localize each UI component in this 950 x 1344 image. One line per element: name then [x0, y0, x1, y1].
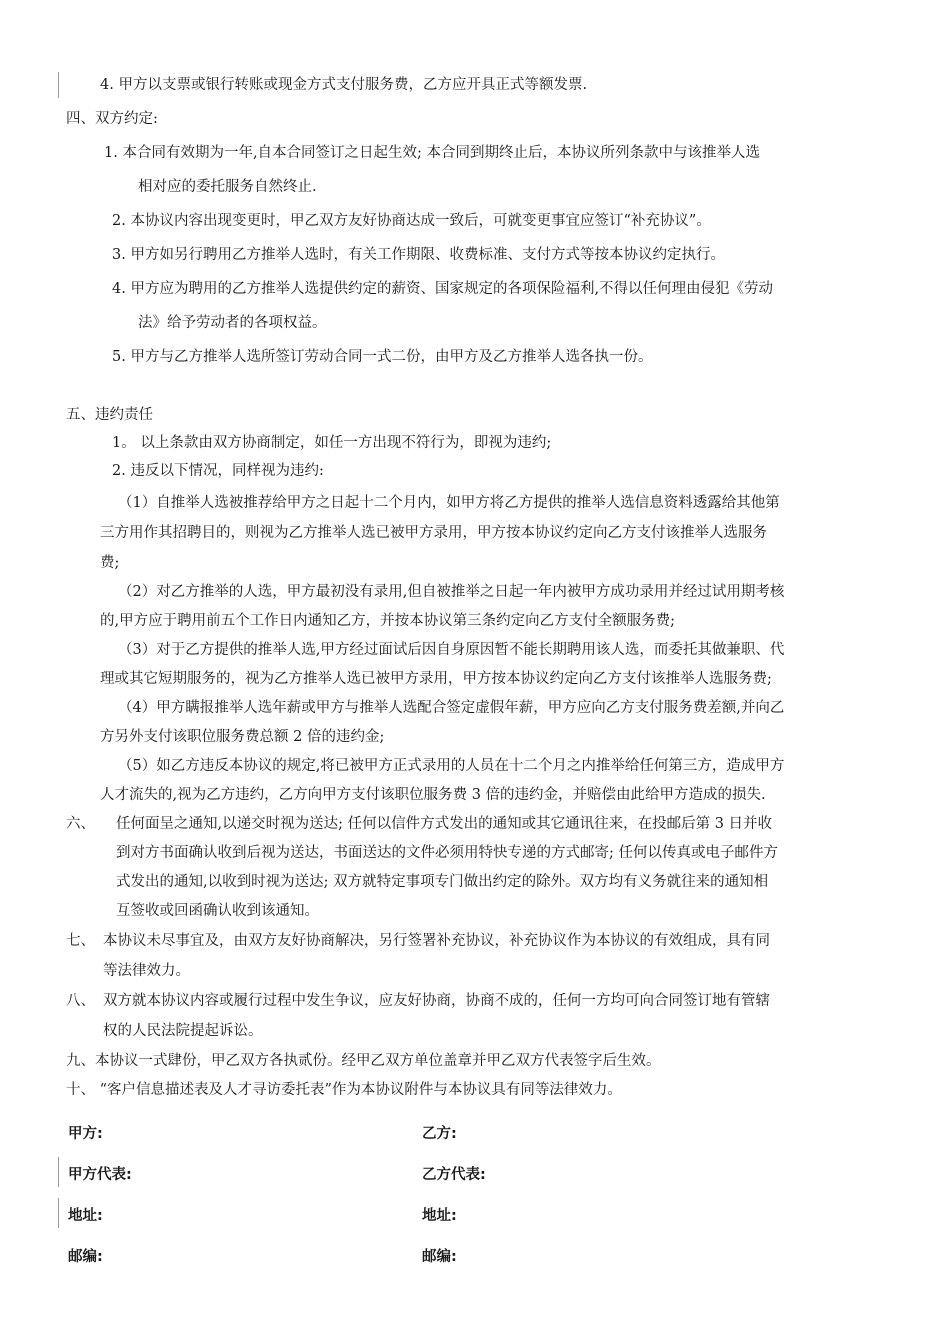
case-line: （4）甲方瞒报推举人选年薪或甲方与推举人选配合签定虚假年薪，甲方应向乙方支付服务费差额,并向乙 — [118, 700, 785, 716]
party-a-label: 甲方: — [68, 1126, 103, 1142]
case-line: （1）自推举人选被推荐给甲方之日起十二个月内，如甲方将乙方提供的推举人选信息资料透露给其他第 — [118, 495, 780, 511]
margin-marker — [58, 1198, 59, 1228]
clause-3-item-4: 4. 甲方以支票或银行转账或现金方式支付服务费，乙方应开具正式等额发票. — [100, 77, 588, 93]
item-line: 4. 甲方应为聘用的乙方推举人选提供约定的薪资、国家规定的各项保险福利,不得以任何理由侵犯《劳动 — [112, 281, 774, 297]
section-6 — [66, 810, 884, 926]
section-4-item-1 — [104, 136, 884, 204]
section-4-item-4 — [112, 272, 884, 340]
item-line: 1. 本合同有效期为一年,自本合同签订之日起生效; 本合同到期终止后，本协议所列条款中与该推举人选 — [104, 145, 761, 161]
address-row — [66, 1206, 884, 1247]
case-line: （2）对乙方推举的人选，甲方最初没有录用,但自被推举之日起一年内被甲方成功录用并经过试用期考核 — [118, 584, 785, 600]
section-number: 六、 — [66, 816, 95, 832]
case-line: （3）对于乙方提供的推举人选,甲方经过面试后因自身原因暂不能长期聘用该人选，而委托其做兼职、代 — [118, 642, 785, 658]
case-line: 的,甲方应于聘用前五个工作日内通知乙方，并按本协议第三条约定向乙方支付全额服务费; — [100, 613, 675, 629]
text-line: 等法律效力。 — [103, 963, 190, 979]
section-8-text — [103, 986, 884, 1046]
contract-body — [66, 72, 884, 1104]
section-8 — [66, 986, 884, 1046]
section-4-heading: 四、双方约定: — [66, 111, 158, 127]
breach-case-1 — [100, 488, 884, 578]
breach-case-5 — [100, 752, 884, 810]
party-b-label: 乙方: — [422, 1126, 457, 1142]
text-line: 任何面呈之通知,以递交时视为送达; 任何以信件方式发出的通知或其它通讯往来，在投邮后第 3 日并收 — [116, 816, 773, 832]
text-line: 到对方书面确认收到后视为送达，书面送达的文件必须用特快专递的方式邮寄; 任何以传真或电子邮件方 — [116, 845, 778, 861]
text-line: 权的人民法院提起诉讼。 — [103, 1023, 263, 1039]
section-5-item-1: 1。 以上条款由双方协商制定，如任一方出现不符行为，即视为违约; — [112, 435, 552, 451]
section-6-text — [116, 810, 884, 926]
party-b-postcode-label: 邮编: — [422, 1249, 457, 1265]
breach-case-3 — [100, 636, 884, 694]
section-5-heading: 五、违约责任 — [66, 407, 153, 423]
case-line: 方另外支付该职位服务费总额 2 倍的违约金; — [100, 729, 385, 745]
party-a-representative-label: 甲方代表: — [68, 1167, 132, 1183]
case-line: （5）如乙方违反本协议的规定,将已被甲方正式录用的人员在十二个月之内推举给任何第三方，造成甲方 — [118, 758, 785, 774]
text-line: 双方就本协议内容或履行过程中发生争议，应友好协商，协商不成的，任何一方均可向合同签订地有管辖 — [103, 993, 770, 1009]
section-number: 八、 — [66, 993, 95, 1009]
text-line: 本协议未尽事宜及，由双方友好协商解决，另行签署补充协议，补充协议作为本协议的有效组成，具有同 — [103, 933, 770, 949]
section-7-text — [103, 926, 884, 986]
margin-marker — [58, 1157, 59, 1187]
breach-case-4 — [100, 694, 884, 752]
party-a-address-label: 地址: — [68, 1208, 103, 1224]
case-line: 理或其它短期服务的，视为乙方推举人选已被甲方录用，甲方按本协议约定向乙方支付该推举人选服务费; — [100, 671, 772, 687]
party-b-representative-label: 乙方代表: — [422, 1167, 486, 1183]
section-9: 九、本协议一式肆份，甲乙双方各执贰份。经甲乙双方单位盖章并甲乙双方代表签字后生效。 — [66, 1053, 661, 1069]
postcode-row — [66, 1247, 884, 1288]
section-5-item-2: 2. 违反以下情况，同样视为违约: — [112, 463, 324, 479]
section-4-item-2: 2. 本协议内容出现变更时，甲乙双方友好协商达成一致后，可就变更事宜应签订“补充协议”。 — [112, 213, 711, 229]
case-line: 三方用作其招聘目的，则视为乙方推举人选已被甲方录用，甲方按本协议约定向乙方支付该推举人选服务 — [100, 525, 767, 541]
margin-marker — [58, 72, 59, 98]
section-4-item-3: 3. 甲方如另行聘用乙方推举人选时，有关工作期限、收费标准、支付方式等按本协议约定执行。 — [112, 247, 725, 263]
party-a-postcode-label: 邮编: — [68, 1249, 103, 1265]
party-row — [66, 1124, 884, 1165]
item-line: 法》给予劳动者的各项权益。 — [138, 315, 327, 331]
signature-block — [66, 1124, 884, 1288]
breach-case-2 — [100, 578, 884, 636]
section-number: 七、 — [66, 933, 95, 949]
case-line: 费; — [100, 555, 120, 571]
section-4-item-5: 5. 甲方与乙方推举人选所签订劳动合同一式二份，由甲方及乙方推举人选各执一份。 — [112, 349, 653, 365]
representative-row — [66, 1165, 884, 1206]
case-line: 人才流失的,视为乙方违约，乙方向甲方支付该职位服务费 3 倍的违约金，并赔偿由此给甲方造成的损失. — [100, 787, 766, 803]
text-line: 式发出的通知,以收到时视为送达; 双方就特定事项专门做出约定的除外。双方均有义务就往来的通知相 — [116, 874, 769, 890]
item-line: 相对应的委托服务自然终止. — [138, 179, 317, 195]
section-7 — [66, 926, 884, 986]
spacer — [66, 374, 884, 402]
party-b-address-label: 地址: — [422, 1208, 457, 1224]
section-10: 十、 “客户信息描述表及人才寻访委托表”作为本协议附件与本协议具有同等法律效力。 — [66, 1082, 622, 1098]
text-line: 互签收或回函确认收到该通知。 — [116, 903, 319, 919]
